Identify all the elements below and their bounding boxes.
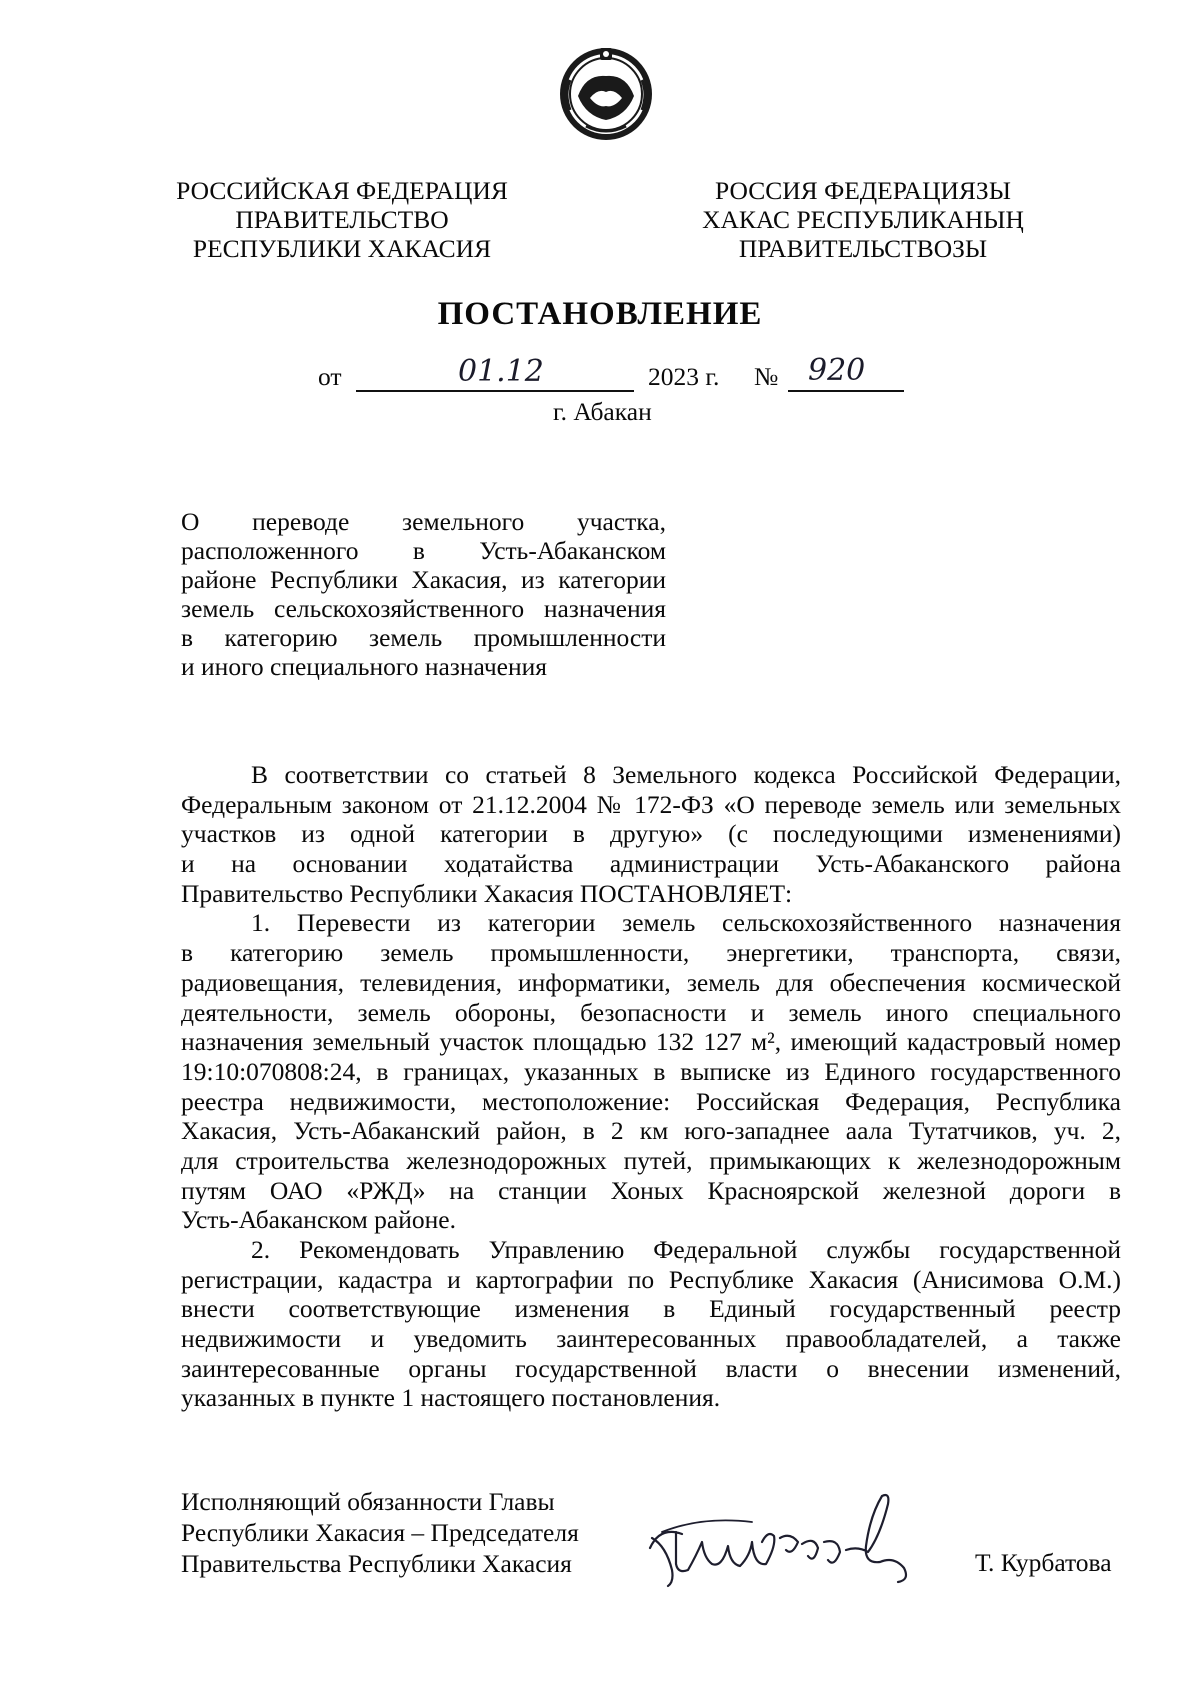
date-number-line <box>0 353 1200 396</box>
header-right <box>693 176 1033 263</box>
subject-line: О переводе земельного участка, <box>181 507 666 536</box>
signature-position <box>181 1486 579 1579</box>
header-right-line: РОССИЯ ФЕДЕРАЦИЯЗЫ <box>715 176 1011 205</box>
position-line: Правительства Республики Хакасия <box>181 1549 572 1578</box>
body-line: в категорию земель промышленности, энергетики, транспорта, связи, <box>181 938 1121 968</box>
subject-line: и иного специального назначения <box>181 652 547 681</box>
year-label: 2023 г. <box>648 362 720 391</box>
body-line: Федеральным законом от 21.12.2004 № 172-ФЗ «О переводе земель или земельных <box>181 789 1121 819</box>
body-line: и на основании ходатайства администрации Усть-Абаканского района <box>181 849 1121 879</box>
body-line: указанных в пункте 1 настоящего постановления. <box>181 1383 721 1413</box>
position-line: Республики Хакасия – Председателя <box>181 1518 579 1547</box>
subject-line: расположенного в Усть-Абаканском <box>181 536 666 565</box>
header-right-line: ХАКАС РЕСПУБЛИКАНЫҢ <box>702 205 1024 234</box>
number-underline <box>788 390 904 392</box>
body-line: 1. Перевести из категории земель сельскохозяйственного назначения <box>251 908 1121 938</box>
signer-name: Т. Курбатова <box>975 1548 1112 1577</box>
handwritten-signature <box>642 1486 920 1598</box>
body-line: 2. Рекомендовать Управлению Федеральной службы государственной <box>251 1235 1121 1264</box>
body-line: заинтересованные органы государственной власти о внесении изменений, <box>181 1353 1121 1383</box>
body-line: реестра недвижимости, местоположение: Российская Федерация, Республика <box>181 1086 1121 1116</box>
header-left <box>172 176 512 263</box>
body-line: недвижимости и уведомить заинтересованных правообладателей, а также <box>181 1324 1121 1354</box>
body-line: регистрации, кадастра и картографии по Республике Хакасия (Анисимова О.М.) <box>181 1264 1121 1294</box>
city: г. Абакан <box>553 397 652 426</box>
subject-line: в категорию земель промышленности <box>181 623 666 652</box>
body-line: В соответствии со статьей 8 Земельного кодекса Российской Федерации, <box>251 760 1121 789</box>
from-label: от <box>318 362 342 391</box>
body-line: назначения земельный участок площадью 132 127 м², имеющий кадастровый номер <box>181 1027 1121 1057</box>
document-title: ПОСТАНОВЛЕНИЕ <box>437 296 763 332</box>
body-line: деятельности, земель обороны, безопасности и земель иного специального <box>181 997 1121 1027</box>
number-label: № <box>754 362 779 391</box>
body-text <box>181 760 1121 1413</box>
header-right-line: ПРАВИТЕЛЬСТВОЗЫ <box>738 234 988 263</box>
handwritten-date: 01.12 <box>458 354 544 389</box>
body-line: Хакасия, Усть-Абаканский район, в 2 км юго-западнее аала Тутатчиков, уч. 2, <box>181 1116 1121 1146</box>
subject-block <box>181 507 666 681</box>
header-left-line: ПРАВИТЕЛЬСТВО <box>235 205 449 234</box>
body-line: Правительство Республики Хакасия ПОСТАНОВЛЯЕТ: <box>181 878 793 908</box>
body-line: радиовещания, телевидения, информатики, земель для обеспечения космической <box>181 967 1121 997</box>
subject-line: районе Республики Хакасия, из категории <box>181 565 666 594</box>
position-line: Исполняющий обязанности Главы <box>181 1487 555 1516</box>
body-line: внести соответствующие изменения в Единый государственный реестр <box>181 1294 1121 1324</box>
header-left-line: РЕСПУБЛИКИ ХАКАСИЯ <box>192 234 492 263</box>
body-line: 19:10:070808:24, в границах, указанных в выписке из Единого государственного <box>181 1056 1121 1086</box>
body-line: путям ОАО «РЖД» на станции Хоных Красноярской железной дороги в <box>181 1175 1121 1205</box>
body-line: участков из одной категории в другую» (с последующими изменениями) <box>181 819 1121 849</box>
coat-of-arms-emblem <box>556 40 656 144</box>
handwritten-number: 920 <box>808 353 866 388</box>
body-line: Усть-Абаканском районе. <box>181 1205 456 1235</box>
subject-line: земель сельскохозяйственного назначения <box>181 594 666 623</box>
date-underline <box>356 390 634 392</box>
header-left-line: РОССИЙСКАЯ ФЕДЕРАЦИЯ <box>176 176 508 205</box>
body-line: для строительства железнодорожных путей, примыкающих к железнодорожным <box>181 1145 1121 1175</box>
